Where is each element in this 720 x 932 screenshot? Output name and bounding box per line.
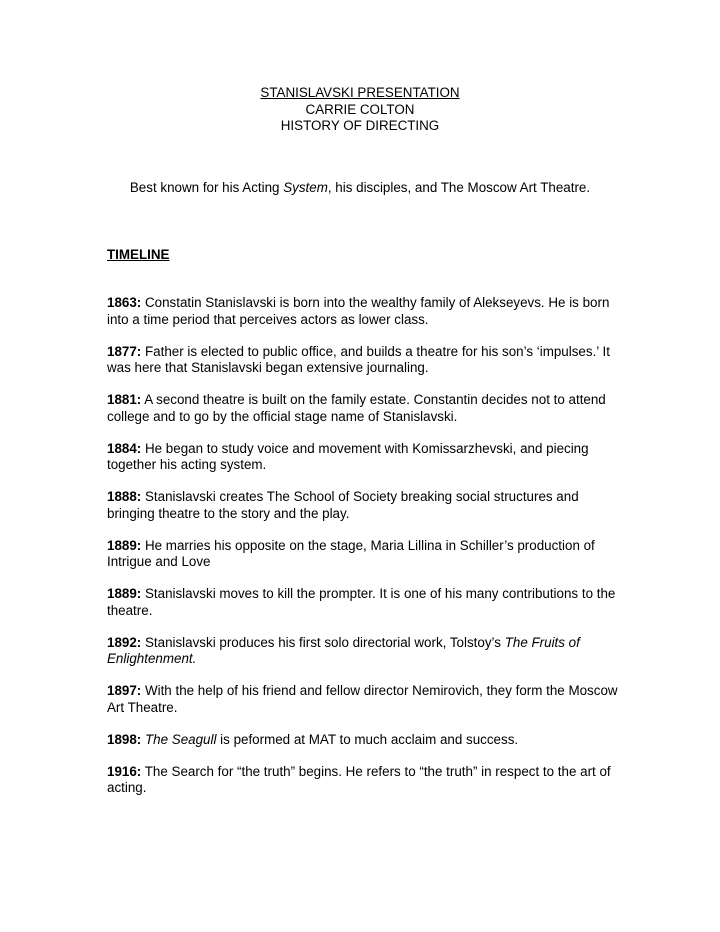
document-course: HISTORY OF DIRECTING — [280, 118, 440, 133]
entry-text: He began to study voice and movement with Komissarzhevski, and piecing together his acting system. — [107, 440, 589, 472]
timeline-heading: TIMELINE — [107, 247, 170, 262]
document-author: CARRIE COLTON — [305, 101, 415, 117]
entry-year: 1863: — [107, 295, 142, 310]
entry-italic-title: The Fruits of Enlightenment. — [107, 634, 580, 666]
timeline-entry — [107, 586, 622, 619]
entry-year: 1892: — [107, 634, 142, 650]
entry-year: 1877: — [107, 343, 142, 359]
timeline-entry — [107, 764, 622, 797]
entry-year: 1898: — [107, 731, 142, 747]
tagline — [0, 180, 720, 197]
timeline-entry — [107, 489, 622, 522]
entry-year: 1916: — [107, 763, 142, 779]
entry-year: 1884: — [107, 440, 142, 456]
timeline-entry — [107, 295, 622, 328]
entry-year: 1889: — [107, 537, 142, 553]
entry-text: Stanislavski creates The School of Society breaking social structures and bringing theatre to the story and the play. — [107, 489, 579, 521]
document-title: STANISLAVSKI PRESENTATION — [260, 85, 460, 100]
entry-year: 1897: — [107, 683, 142, 698]
timeline-entries — [107, 295, 622, 812]
tagline-before: Best known for his Acting — [129, 180, 284, 195]
timeline-entry — [107, 344, 622, 377]
timeline-entry — [107, 683, 622, 716]
timeline-entry — [107, 732, 622, 749]
entry-year: 1881: — [107, 392, 142, 407]
entry-text: Father is elected to public office, and builds a theatre for his son’s ‘impulses.’ It was here that Stanislavski began extensive journaling. — [107, 343, 610, 375]
document-header — [0, 85, 720, 135]
timeline-entry — [107, 392, 622, 425]
entry-text: Stanislavski produces his first solo directorial work, Tolstoy’s — [141, 634, 505, 650]
entry-text: With the help of his friend and fellow director Nemirovich, they form the Moscow Art Theatre. — [107, 683, 618, 715]
tagline-after: , his disciples, and The Moscow Art Theatre. — [327, 180, 591, 195]
entry-text: A second theatre is built on the family estate. Constantin decides not to attend college and to go by the official stage name of Stanislavski. — [107, 392, 606, 424]
entry-text: Stanislavski moves to kill the prompter. It is one of his many contributions to the theatre. — [107, 586, 616, 618]
entry-text: The Search for “the truth” begins. He refers to “the truth” in respect to the art of acting. — [107, 763, 611, 795]
timeline-entry — [107, 635, 622, 668]
timeline-entry — [107, 441, 622, 474]
entry-text-after: is peformed at MAT to much acclaim and success. — [216, 731, 519, 747]
tagline-italic: System — [283, 180, 328, 195]
entry-text: Constatin Stanislavski is born into the wealthy family of Alekseyevs. He is born into a time period that perceives actors as lower class. — [107, 295, 610, 327]
entry-italic-title: The Seagull — [144, 731, 217, 747]
timeline-entry — [107, 538, 622, 571]
entry-text: He marries his opposite on the stage, Maria Lillina in Schiller’s production of Intrigue and Love — [107, 537, 595, 569]
entry-year: 1889: — [107, 586, 142, 601]
entry-year: 1888: — [107, 489, 142, 504]
